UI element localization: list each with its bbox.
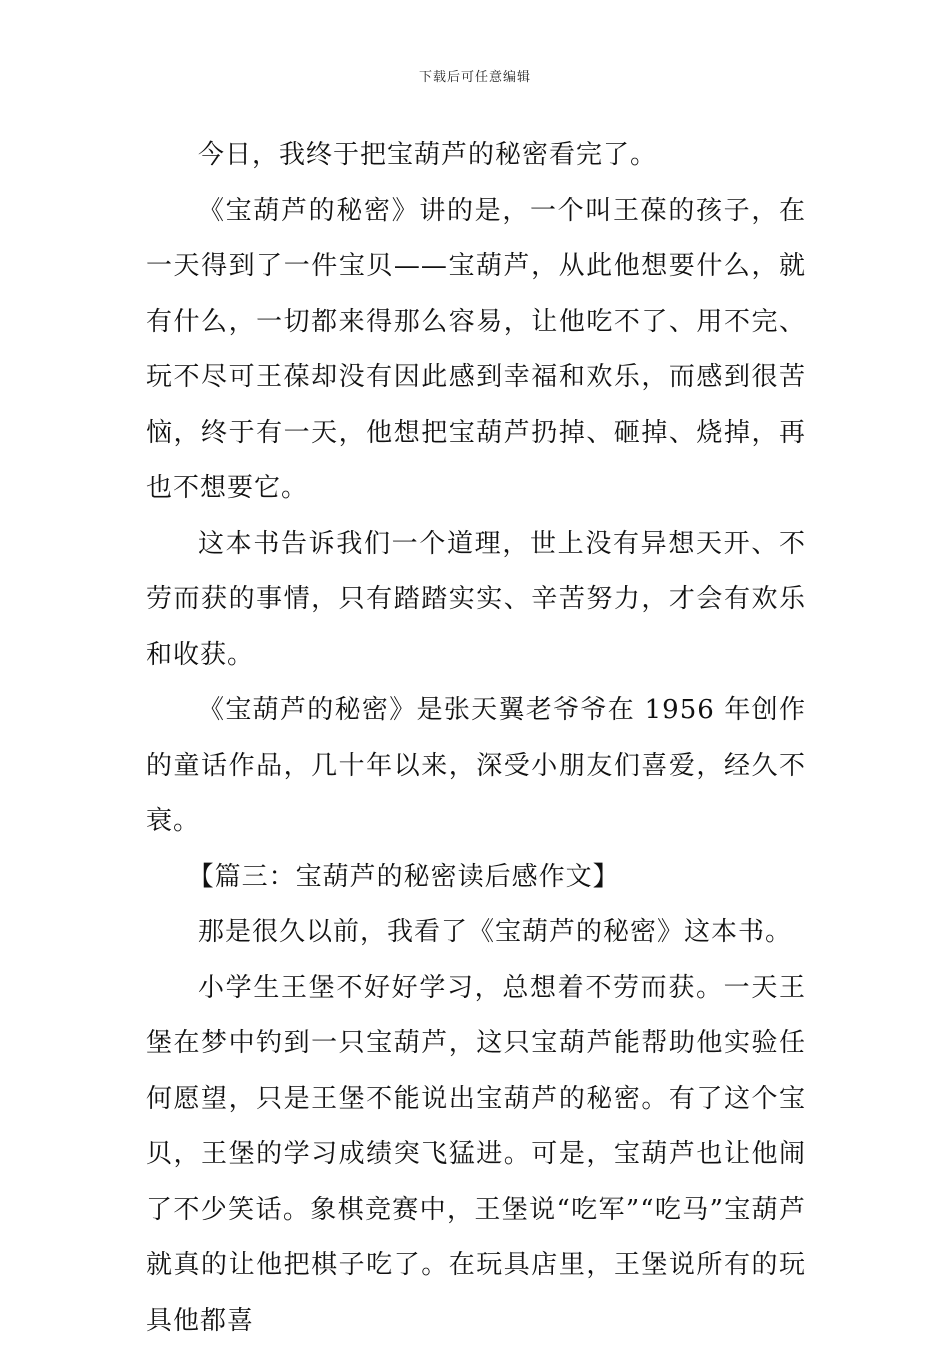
page-header-note: 下载后可任意编辑 xyxy=(0,66,950,85)
paragraph-opening: 今日，我终于把宝葫芦的秘密看完了。 xyxy=(146,128,806,184)
paragraph-section-story: 小学生王堡不好好学习，总想着不劳而获。一天王堡在梦中钓到一只宝葫芦，这只宝葫芦能帮助他实验任何愿望，只是王堡不能说出宝葫芦的秘密。有了这个宝贝，王堡的学习成绩突飞猛进。可是，宝葫芦也让他闹了不少笑话。象棋竞赛中，王堡说“吃军”“吃马”宝葫芦就真的让他把棋子吃了。在玩具店里，王堡说所有的玩具他都喜 xyxy=(146,961,806,1349)
paragraph-lesson: 这本书告诉我们一个道理，世上没有异想天开、不劳而获的事情，只有踏踏实实、辛苦努力，才会有欢乐和收获。 xyxy=(146,517,806,684)
document-body xyxy=(146,128,806,1349)
paragraph-author-info: 《宝葫芦的秘密》是张天翼老爷爷在 1956 年创作的童话作品，几十年以来，深受小朋友们喜爱，经久不衰。 xyxy=(146,683,806,850)
paragraph-story-summary: 《宝葫芦的秘密》讲的是，一个叫王葆的孩子，在一天得到了一件宝贝——宝葫芦，从此他想要什么，就有什么，一切都来得那么容易，让他吃不了、用不完、玩不尽可王葆却没有因此感到幸福和欢乐，而感到很苦恼，终于有一天，他想把宝葫芦扔掉、砸掉、烧掉，再也不想要它。 xyxy=(146,184,806,517)
section-heading: 【篇三：宝葫芦的秘密读后感作文】 xyxy=(146,850,806,906)
paragraph-section-intro: 那是很久以前，我看了《宝葫芦的秘密》这本书。 xyxy=(146,905,806,961)
